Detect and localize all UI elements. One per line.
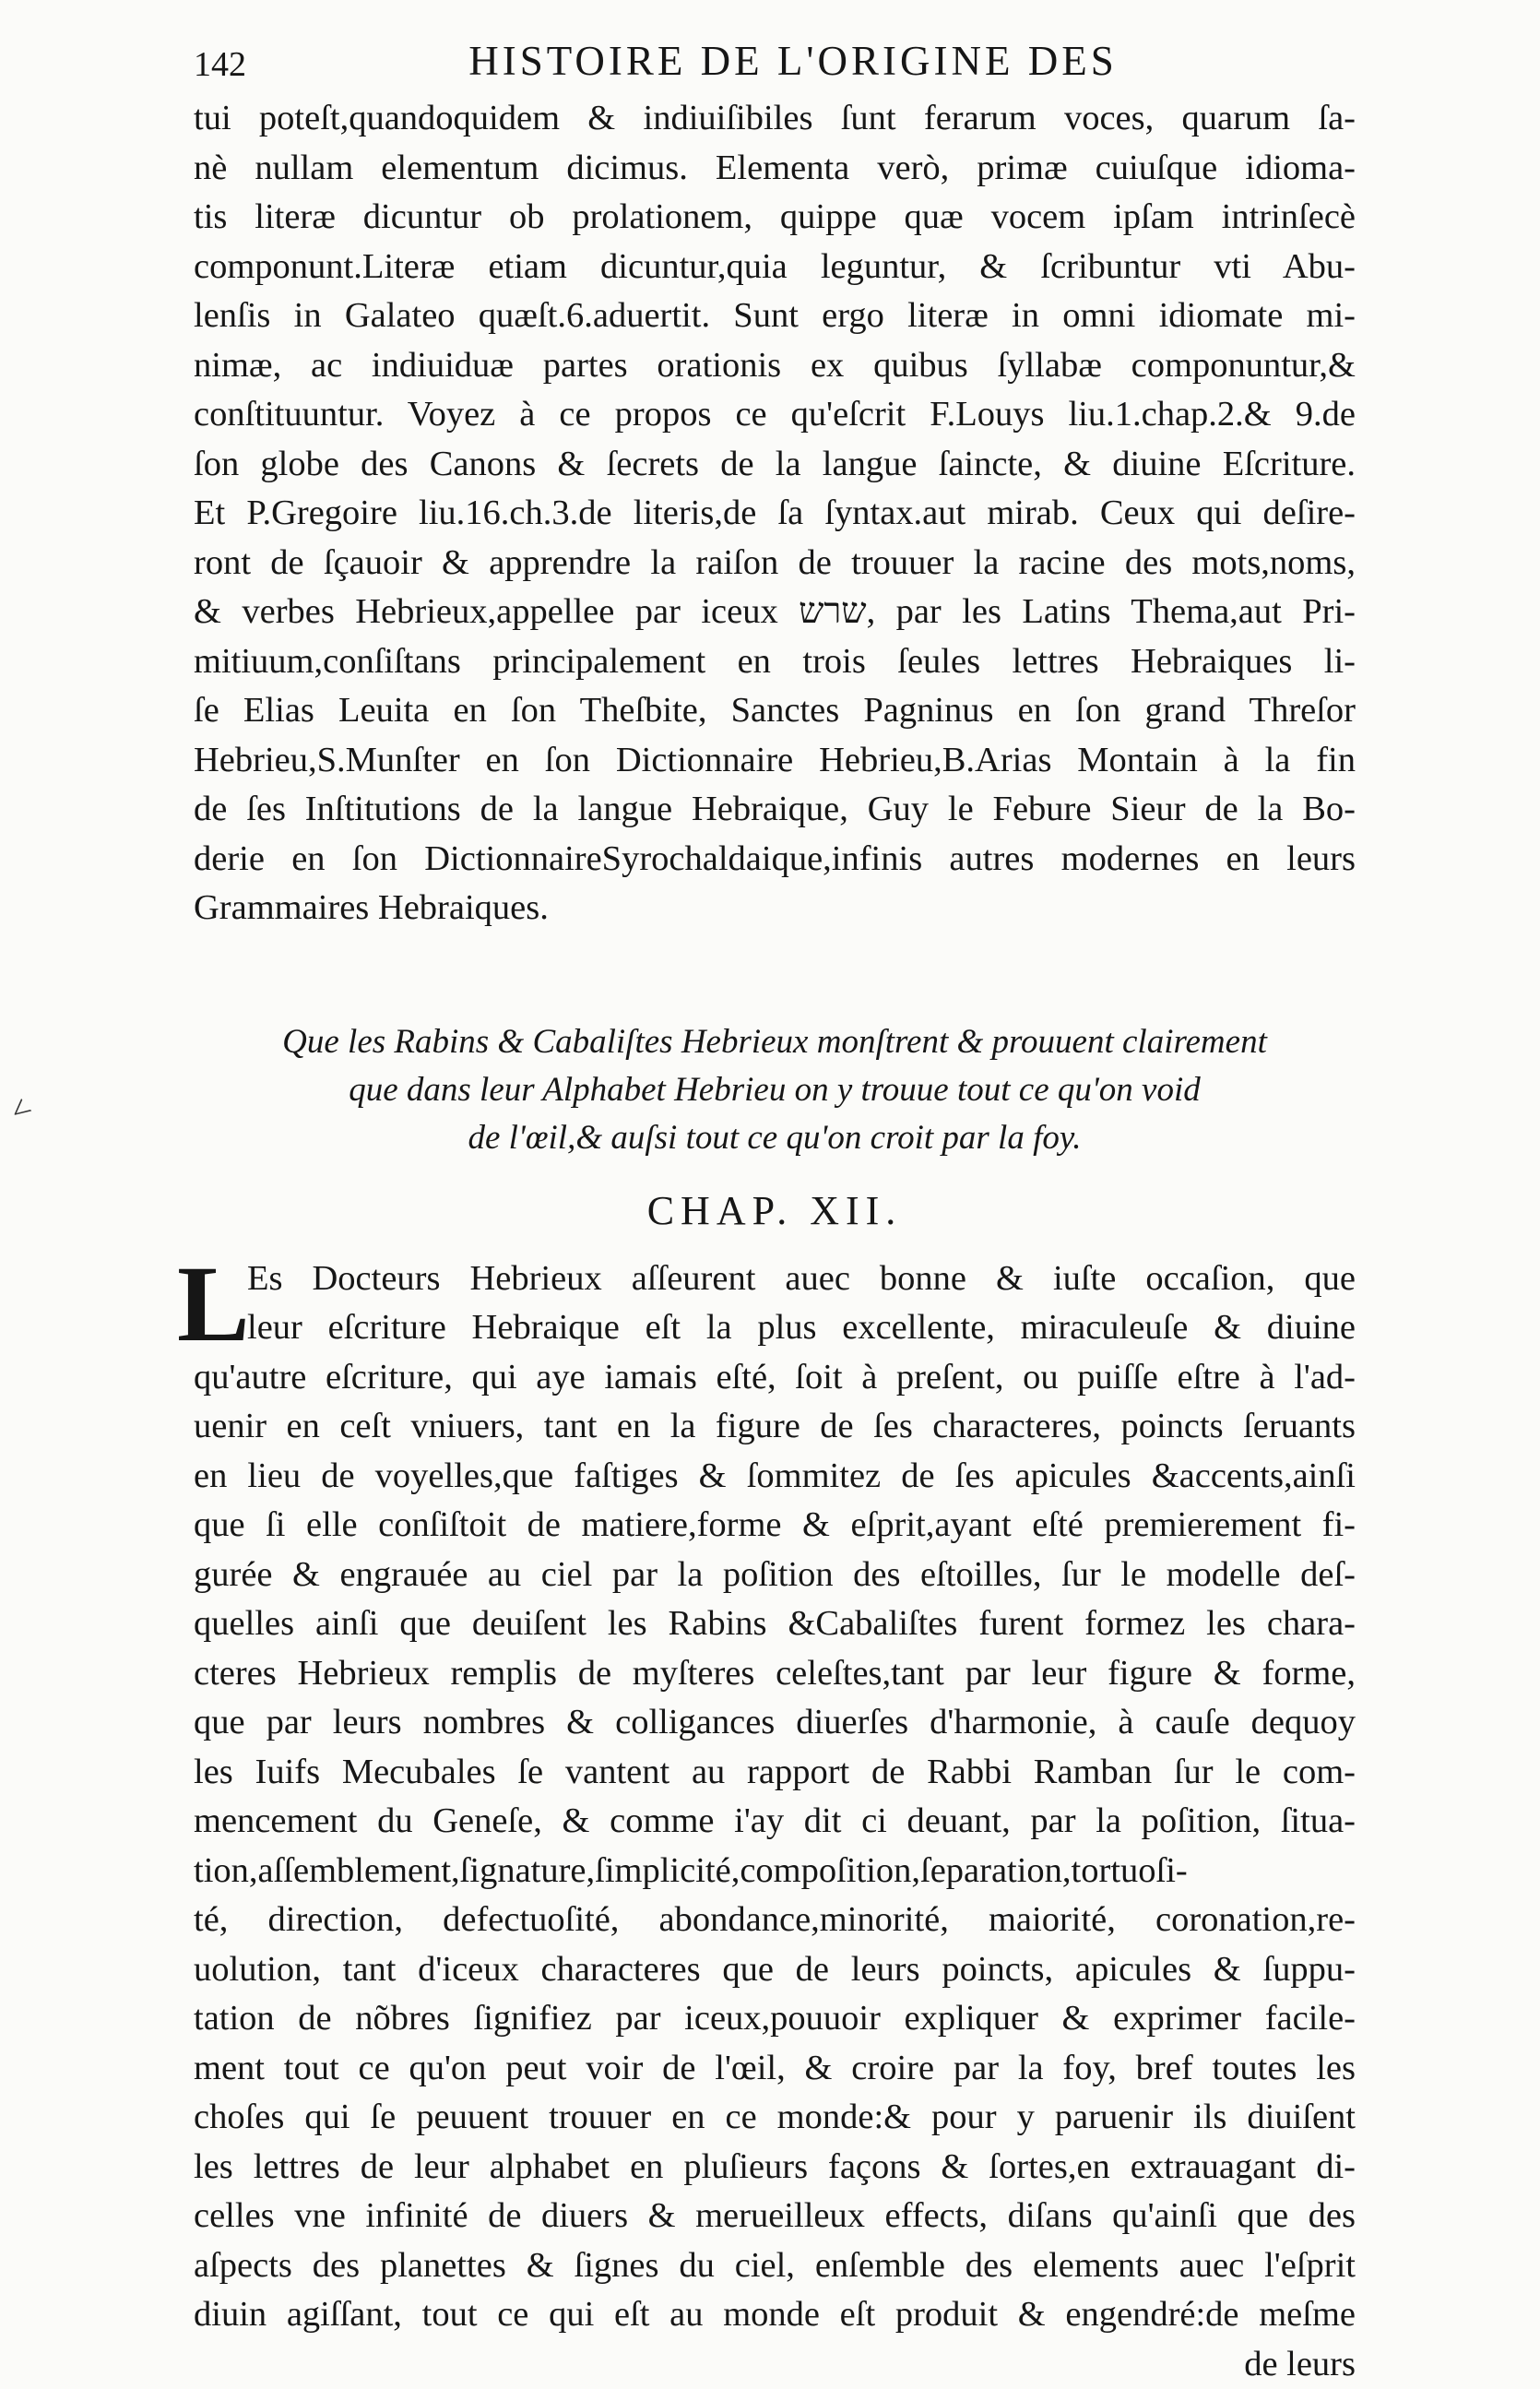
text-line: leur eſcriture Hebraique eſt la plus excellente, miraculeuſe & diuine [194,1303,1356,1353]
text-line: qu'autre eſcriture, qui aye iamais eſté, ſoit à preſent, ou puiſſe eſtre à l'ad- [194,1353,1356,1403]
text-line: nimæ, ac indiuiduæ partes orationis ex quibus ſyllabæ componuntur,& [194,341,1356,391]
text-line: componunt.Literæ etiam dicuntur,quia leguntur, & ſcribuntur vti Abu- [194,243,1356,292]
drop-capital: L [177,1256,250,1352]
text-line: & verbes Hebrieux,appellee par iceux שרש, par les Latins Thema,aut Pri- [194,588,1356,637]
text-line: Hebrieu,S.Munſter en ſon Dictionnaire Hebrieu,B.Arias Montain à la fin [194,736,1356,786]
text-line: Et P.Gregoire liu.16.ch.3.de literis,de ſa ſyntax.aut mirab. Ceux qui deſire- [194,489,1356,539]
text-line: tui poteſt,quandoquidem & indiuiſibiles ſunt ferarum voces, quarum ſa- [194,94,1356,144]
text-line: nè nullam elementum dicimus. Elementa verò, primæ cuiuſque idioma- [194,144,1356,194]
chapter-body [194,1254,1356,2340]
chapter-summary-heading [194,1018,1356,1162]
text-line: Es Docteurs Hebrieux aſſeurent auec bonne & iuſte occaſion, que [194,1254,1356,1304]
paragraph-continuation [194,94,1356,933]
text-line: choſes qui ſe peuuent trouuer en ce monde:& pour y paruenir ils diuiſent [194,2093,1356,2143]
text-line: ment tout ce qu'on peut voir de l'œil, & croire par la foy, bref toutes les [194,2044,1356,2094]
running-title: HISTOIRE DE L'ORIGINE DES [194,37,1356,85]
catchword: de leurs [194,2340,1356,2389]
text-line: diuin agiſſant, tout ce qui eſt au monde eſt produit & engendré:de meſme [194,2290,1356,2340]
page-header [194,37,1356,94]
text-line: cteres Hebrieux remplis de myſteres celeſtes,tant par leur figure & forme, [194,1649,1356,1699]
chapter-paragraph [194,1254,1356,2340]
text-line: les lettres de leur alphabet en pluſieurs façons & ſortes,en extrauagant di- [194,2143,1356,2193]
text-line: gurée & engrauée au ciel par la poſition des eſtoilles, ſur le modelle deſ- [194,1551,1356,1600]
text-line: que par leurs nombres & colligances diuerſes d'harmonie, à cauſe dequoy [194,1698,1356,1748]
margin-mark: < [1,1088,41,1130]
text-line: de ſes Inſtitutions de la langue Hebraique, Guy le Febure Sieur de la Bo- [194,785,1356,835]
text-line: les Iuifs Mecubales ſe vantent au rapport de Rabbi Ramban ſur le com- [194,1748,1356,1798]
text-line: derie en ſon DictionnaireSyrochaldaique,infinis autres modernes en leurs [194,835,1356,885]
heading-line: de l'œil,& auſsi tout ce qu'on croit par la foy. [194,1114,1356,1162]
text-line: tion,aſſemblement,ſignature,ſimplicité,compoſition,ſeparation,tortuoſi- [194,1847,1356,1896]
text-line: que ſi elle conſiſtoit de matiere,forme & eſprit,ayant eſté premierement fi- [194,1501,1356,1551]
book-page [194,37,1356,2389]
heading-line: que dans leur Alphabet Hebrieu on y trouue tout ce qu'on void [194,1066,1356,1114]
chapter-number: CHAP. XII. [194,1175,1356,1247]
text-line: mencement du Geneſe, & comme i'ay dit ci deuant, par la poſition, ſitua- [194,1797,1356,1847]
text-line: tis literæ dicuntur ob prolationem, quippe quæ vocem ipſam intrinſecè [194,193,1356,243]
text-line: lenſis in Galateo quæſt.6.aduertit. Sunt ergo literæ in omni idiomate mi- [194,291,1356,341]
text-line: uenir en ceſt vniuers, tant en la figure de ſes characteres, poincts ſeruants [194,1402,1356,1452]
text-line: celles vne infinité de diuers & merueilleux effects, diſans qu'ainſi que des [194,2192,1356,2241]
text-line: uolution, tant d'iceux characteres que de leurs poincts, apicules & ſuppu- [194,1945,1356,1995]
text-line: en lieu de voyelles,que faſtiges & ſommitez de ſes apicules &accents,ainſi [194,1452,1356,1502]
text-line: mitiuum,conſiſtans principalement en trois ſeules lettres Hebraiques li- [194,637,1356,687]
text-line: té, direction, defectuoſité, abondance,minorité, maiorité, coronation,re- [194,1896,1356,1945]
text-line: tation de nõbres ſignifiez par iceux,pouuoir expliquer & exprimer facile- [194,1994,1356,2044]
text-line: quelles ainſi que deuiſent les Rabins &Cabaliſtes furent formez les chara- [194,1599,1356,1649]
text-line: conſtituuntur. Voyez à ce propos ce qu'eſcrit F.Louys liu.1.chap.2.& 9.de [194,390,1356,440]
text-line: Grammaires Hebraiques. [194,884,1356,933]
text-line: ſe Elias Leuita en ſon Theſbite, Sanctes Pagninus en ſon grand Threſor [194,686,1356,736]
page-number: 142 [194,44,246,85]
text-line: aſpects des planettes & ſignes du ciel, enſemble des elements auec l'eſprit [194,2241,1356,2291]
text-line: ront de ſçauoir & apprendre la raiſon de trouuer la racine des mots,noms, [194,539,1356,588]
text-line: ſon globe des Canons & ſecrets de la langue ſaincte, & diuine Eſcriture. [194,440,1356,490]
heading-line: Que les Rabins & Cabaliſtes Hebrieux monſtrent & prouuent clairement [194,1018,1356,1066]
